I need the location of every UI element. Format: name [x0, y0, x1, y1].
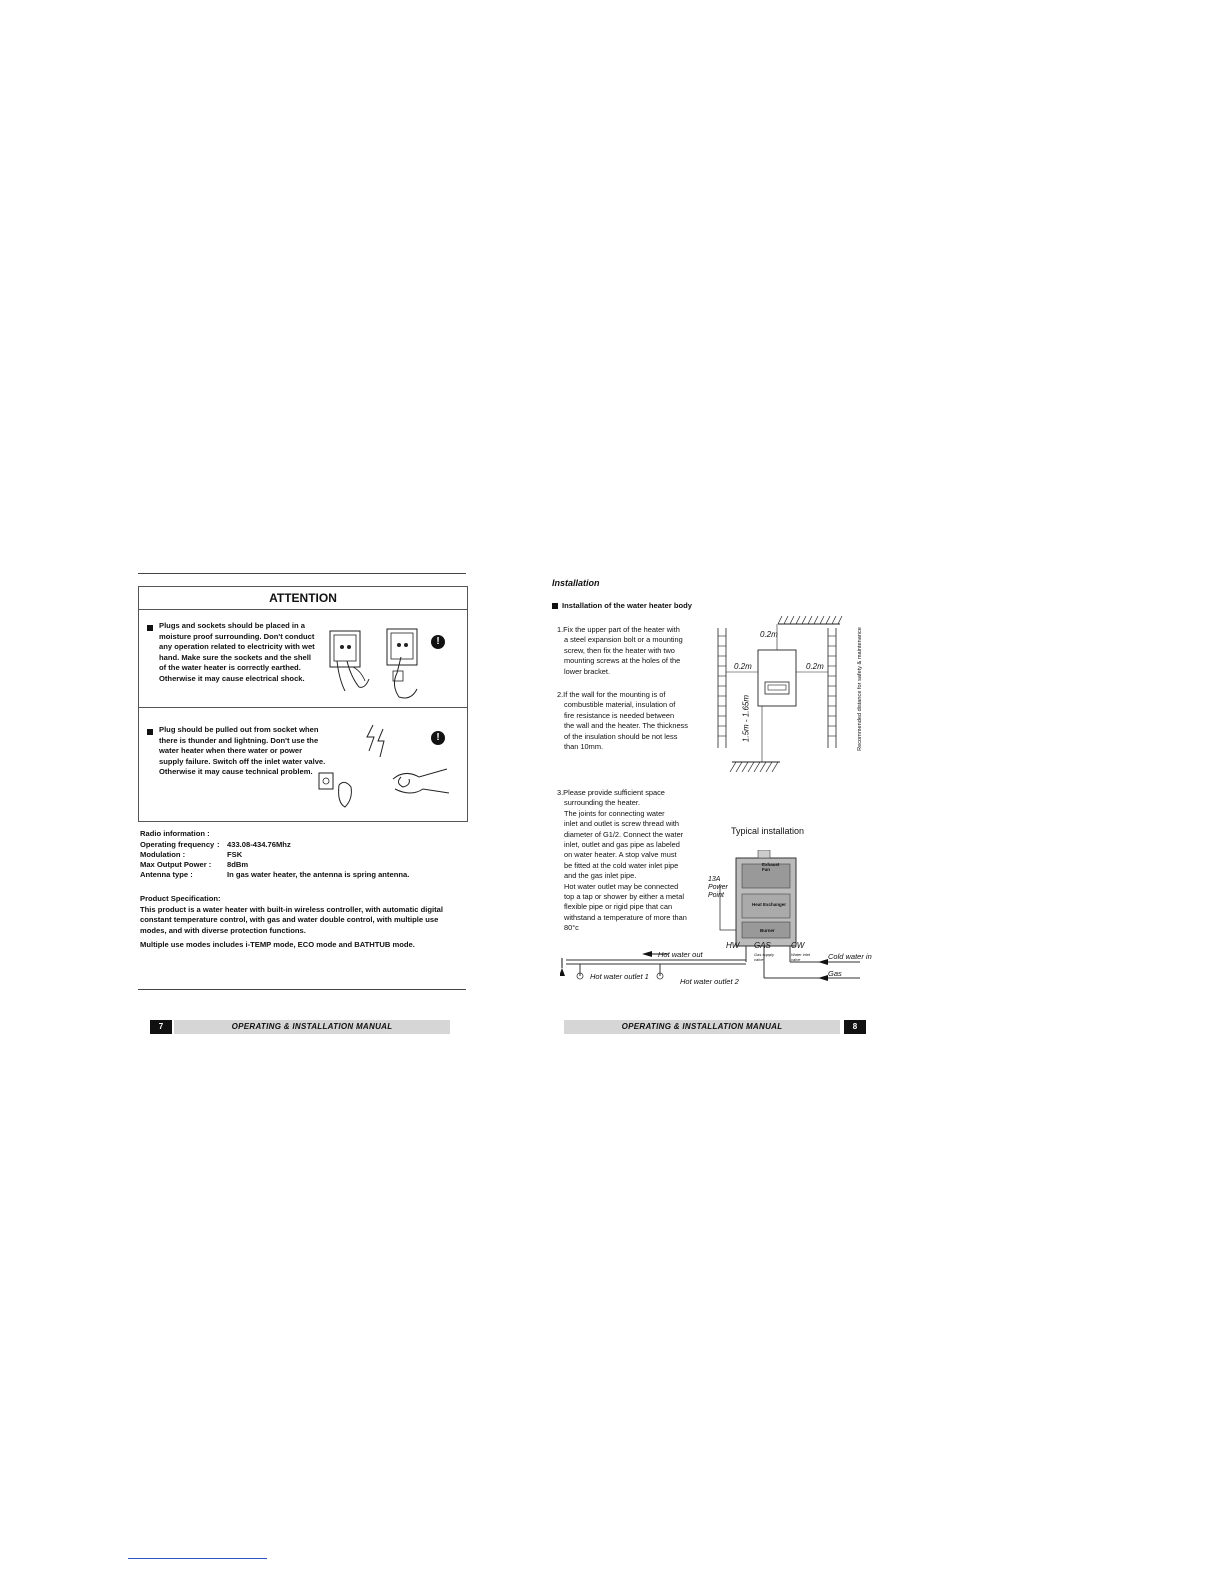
step-2: 2.If the wall for the mounting is of combustible material, insulation of fire resistance is needed between the wall and the heater. The thickness of the insulation should be not less than 10mm. — [557, 690, 688, 752]
clearance-height-label: 1.5m - 1.65m — [741, 694, 751, 743]
attention-title: ATTENTION — [139, 587, 467, 610]
bullet-icon — [147, 729, 153, 735]
attention-box — [138, 586, 468, 822]
warning-text-2: Plug should be pulled out from socket when there is thunder and lightning. Don't use the water heater when there water or power supply failure. Switch off the inlet water valve. Otherwise it may cause technical problem. — [159, 725, 326, 777]
exclamation-icon: ! — [431, 731, 445, 745]
warning-text-1: Plugs and sockets should be placed in a moisture proof surrounding. Don't conduct any operation related to electricity with wet hand. Make sure the sockets and the shell of the water heater is correctly earthed. Otherwise it may cause electrical shock. — [159, 621, 315, 683]
page-number: 7 — [150, 1020, 172, 1034]
exclamation-icon: ! — [431, 635, 445, 649]
table-row: Antenna type : In gas water heater, the antenna is spring antenna. — [140, 870, 410, 879]
connector-hw: HW — [726, 941, 740, 950]
table-row: Max Output Power : 8dBm — [140, 860, 249, 869]
section-title: Installation — [552, 578, 600, 588]
divider — [139, 707, 467, 708]
lightning-illustration — [365, 723, 395, 759]
clearance-left-label: 0.2m — [734, 662, 752, 671]
unplug-illustration — [315, 763, 455, 817]
footer-bar: OPERATING & INSTALLATION MANUAL — [564, 1020, 840, 1034]
bottom-rule — [138, 989, 466, 990]
use-modes-text: Multiple use modes includes i-TEMP mode, ECO mode and BATHTUB mode. — [140, 940, 415, 949]
outlet-1-label: Hot water outlet 1 — [590, 972, 649, 981]
water-inlet-valve-label: Water inlet valve — [791, 952, 811, 962]
gas-in-label: Gas — [828, 969, 842, 978]
table-row: Operating frequency : 433.08-434.76Mhz — [140, 840, 291, 849]
typical-installation-diagram — [560, 850, 870, 990]
typical-installation-title: Typical installation — [731, 826, 805, 836]
footer-bar: OPERATING & INSTALLATION MANUAL — [174, 1020, 450, 1034]
top-rule — [138, 573, 466, 574]
product-spec: Product Specification: This product is a water heater with built-in wireless controller, with automatic digital constant temperature control, with gas and water double control, with multiple use modes, and with diverse protection functions. — [140, 894, 443, 935]
step-3: 3.Please provide sufficient space surrounding the heater. The joints for connecting water inlet and outlet is screw thread with diameter of G1/2. Connect the water inlet, outlet and gas pipe as labeled on water heater. A stop valve must be fitted at the cold water inlet pipe and the gas inlet pipe. Hot water outlet may be connected top a tap or shower by either a metal flexible pipe or rigid pipe that can withstand a temperature of more than 80°c — [557, 788, 687, 933]
page-number: 8 — [844, 1020, 866, 1034]
clearance-top-label: 0.2m — [760, 630, 778, 639]
connector-gas: GAS — [754, 941, 771, 950]
subsection-title: Installation of the water heater body — [562, 601, 692, 610]
outlet-2-label: Hot water outlet 2 — [680, 977, 739, 986]
cold-water-in-label: Cold water in — [828, 952, 872, 961]
connector-cw: CW — [791, 941, 805, 950]
power-point-label: 13A Power Point — [708, 876, 728, 899]
hot-water-out-label: Hot water out — [658, 950, 703, 959]
radio-info-heading: Radio information : — [140, 829, 210, 838]
product-spec-heading: Product Specification: — [140, 894, 221, 903]
component-burner: Burner — [760, 928, 775, 933]
bullet-icon — [147, 625, 153, 631]
socket-plug-illustration — [327, 627, 427, 705]
clearance-right-label: 0.2m — [806, 662, 824, 671]
component-exhaust-fan: Exhaust Fan — [762, 862, 780, 872]
table-row: Modulation : FSK — [140, 850, 243, 859]
clearance-diagram — [712, 612, 872, 782]
safety-note: Recommended distance for safety & maintenance — [857, 627, 863, 751]
gas-supply-valve-label: Gas supply valve — [754, 952, 775, 962]
underline-link — [128, 1558, 267, 1559]
step-1: 1.Fix the upper part of the heater with a steel expansion bolt or a mounting screw, then fix the heater with two mounting screws at the holes of the lower bracket. — [557, 625, 683, 676]
radio-info-table — [140, 840, 409, 880]
bullet-icon — [552, 603, 558, 609]
component-heat-exchanger: Heat Exchanger — [752, 902, 787, 907]
